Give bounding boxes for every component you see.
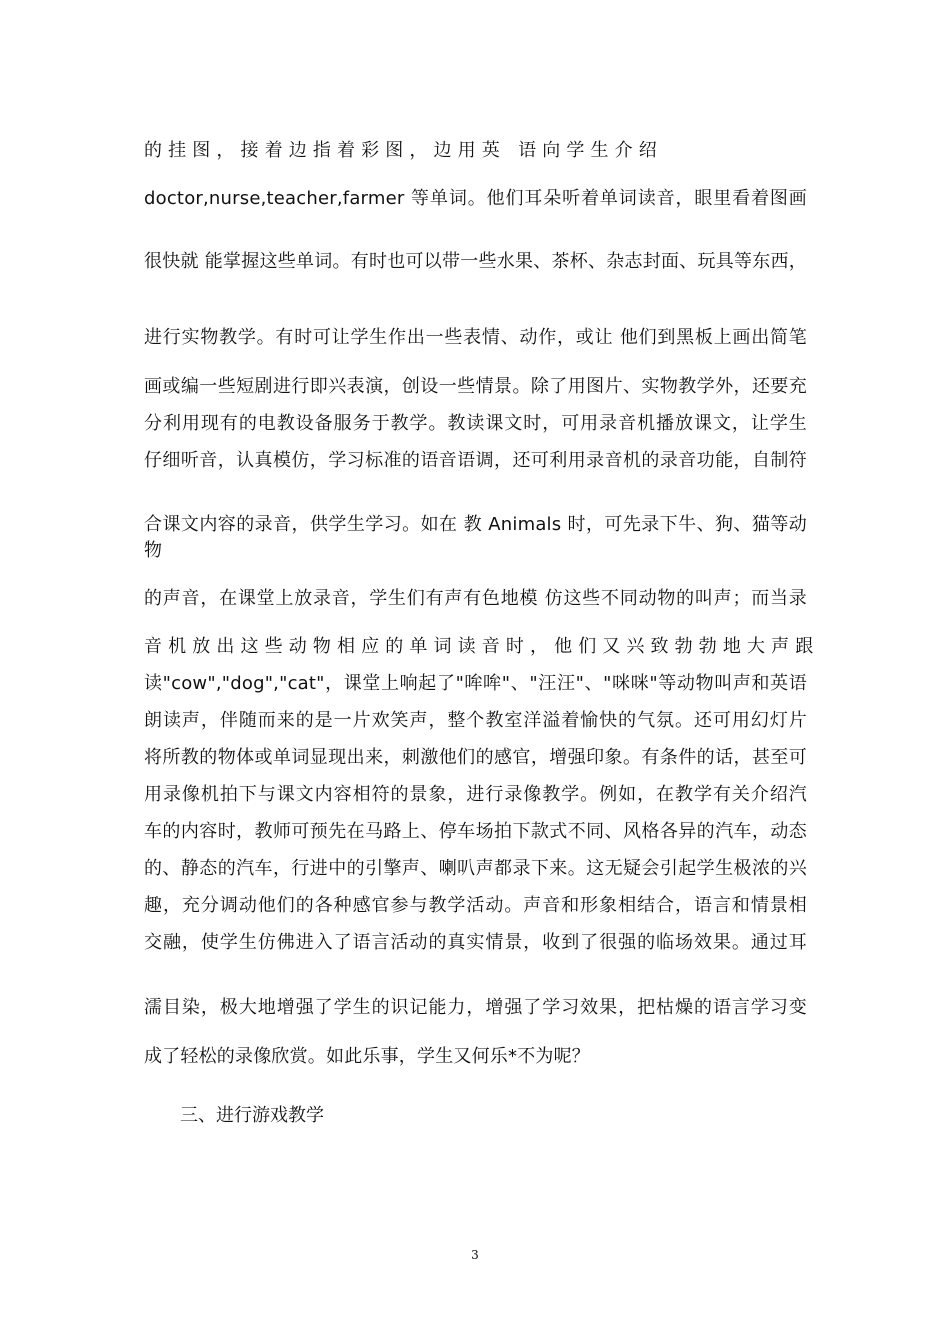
text-line-7: 仔细听音，认真模仿，学习标准的语音语调，还可利用录音机的录音功能，自制符 <box>144 450 807 471</box>
text-line-12: 朗读声，伴随而来的是一片欢笑声，整个教室洋溢着愉快的气氛。还可用幻灯片 <box>144 710 807 731</box>
text-line-2: doctor,nurse,teacher,farmer 等单词。他们耳朵听着单词读音，眼里看着图画 <box>144 188 807 209</box>
text-line-6: 分利用现有的电教设备服务于教学。教读课文时，可用录音机播放课文，让学生 <box>144 413 807 434</box>
text-line-5: 画或编一些短剧进行即兴表演，创设一些情景。除了用图片、实物教学外，还要充 <box>144 376 807 397</box>
text-line-1: 的 挂 图 ， 接 着 边 指 着 彩 图 ， 边 用 英 语 向 学 生 介 绍 <box>144 140 657 161</box>
text-line-11: 读"cow","dog","cat"，课堂上响起了"哞哞"、"汪汪"、"咪咪"等动物叫声和英语 <box>144 673 807 694</box>
text-line-19: 濡目染，极大地增强了学生的识记能力，增强了学习效果，把枯燥的语言学习变 <box>144 997 807 1018</box>
page-number: 3 <box>471 1248 479 1262</box>
text-line-14: 用录像机拍下与课文内容相符的景象，进行录像教学。例如，在教学有关介绍汽 <box>144 784 807 805</box>
text-line-13: 将所教的物体或单词显现出来，刺激他们的感官，增强印象。有条件的话，甚至可 <box>144 747 807 768</box>
text-line-8: 合课文内容的录音，供学生学习。如在 教 Animals 时，可先录下牛、狗、猫等动物 <box>144 514 807 561</box>
text-line-17: 趣，充分调动他们的各种感官参与教学活动。声音和形象相结合，语言和情景相 <box>144 895 807 916</box>
text-line-10: 音 机 放 出 这 些 动 物 相 应 的 单 词 读 音 时 ， 他 们 又 兴 致 勃 勃 地 大 声 跟 <box>144 636 814 657</box>
text-line-3: 很快就 能掌握这些单词。有时也可以带一些水果、茶杯、杂志封面、玩具等东西， <box>144 251 807 272</box>
text-line-20: 成了轻松的录像欣赏。如此乐事，学生又何乐*不为呢？ <box>144 1046 590 1067</box>
text-line-16: 的、静态的汽车，行进中的引擎声、喇叭声都录下来。这无疑会引起学生极浓的兴 <box>144 858 807 879</box>
section-heading: 三、进行游戏教学 <box>180 1105 324 1126</box>
text-line-9: 的声音，在课堂上放录音，学生们有声有色地模 仿这些不同动物的叫声；而当录 <box>144 588 807 609</box>
text-line-4: 进行实物教学。有时可让学生作出一些表情、动作，或让 他们到黑板上画出简笔 <box>144 327 807 348</box>
text-line-15: 车的内容时，教师可预先在马路上、停车场拍下款式不同、风格各异的汽车，动态 <box>144 821 807 842</box>
text-line-18: 交融，使学生仿佛进入了语言活动的真实情景，收到了很强的临场效果。通过耳 <box>144 932 807 953</box>
